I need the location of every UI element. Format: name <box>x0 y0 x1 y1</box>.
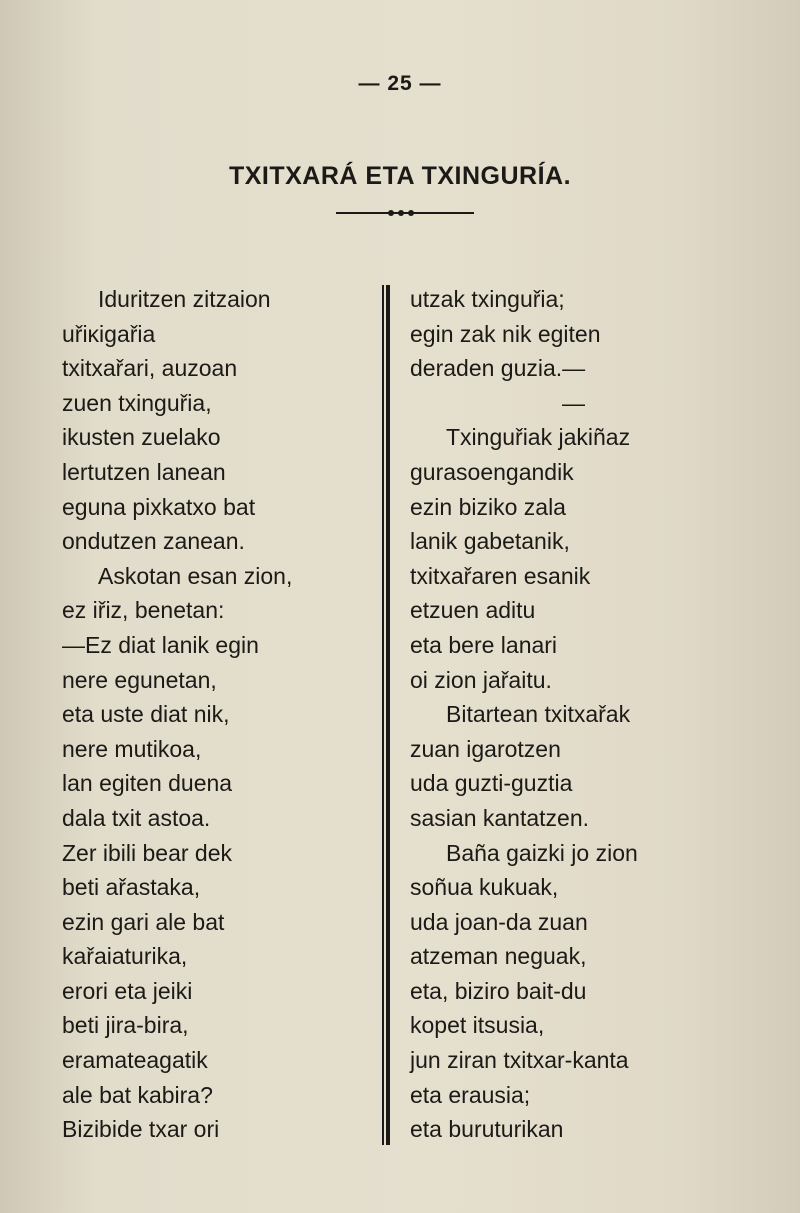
poem-line: eta erausia; <box>410 1081 531 1108</box>
poem-line: dala txit astoa. <box>62 804 211 831</box>
poem-line: zuen txinguřia, <box>62 389 212 416</box>
poem-line: Iduritzen zitzaion <box>98 286 271 312</box>
poem-line: txitxařari, auzoan <box>62 355 238 382</box>
poem-line: lertutzen lanean <box>62 458 226 485</box>
poem-line: Askotan esan zion, <box>98 562 293 589</box>
poem-line: nere egunetan, <box>62 666 217 693</box>
poem-line: etzuen aditu <box>410 597 536 624</box>
poem-line: kopet itsusia, <box>410 1012 545 1039</box>
poem-line: txitxařaren esanik <box>410 562 591 589</box>
poem-line: Zer ibili bear dek <box>62 839 233 866</box>
left-column <box>62 282 382 1147</box>
poem-line: ondutzen zanean. <box>62 528 245 555</box>
poem-line: soñua kukuak, <box>410 874 559 901</box>
poem-line: uřiĸigařia <box>62 320 156 347</box>
poem-line: lan egiten duena <box>62 770 233 797</box>
poem-line: atzeman neguak, <box>410 943 587 970</box>
poem-line: beti jira-bira, <box>62 1012 189 1039</box>
poem-line: —Ez diat lanik egin <box>62 631 259 658</box>
poem-line: lanik gabetanik, <box>410 528 570 555</box>
poem-line: sasian kantatzen. <box>410 804 590 831</box>
poem-line: eguna pixkatxo bat <box>62 493 256 520</box>
poem-line: ezin biziko zala <box>410 493 566 520</box>
poem-line: Baña gaizki jo zion <box>446 839 638 866</box>
poem-line: ikusten zuelako <box>62 424 221 451</box>
poem-line: Bitartean txitxařak <box>446 701 631 728</box>
poem-line: egin zak nik egiten <box>410 320 601 347</box>
title-ornament <box>336 210 474 216</box>
column-divider <box>382 285 390 1145</box>
poem-line: eta bere lanari <box>410 631 558 658</box>
poem-line: Txinguřiak jakiñaz <box>446 424 631 451</box>
poem-line: eta uste diat nik, <box>62 701 230 728</box>
poem-line: — <box>562 389 585 416</box>
poem-line: ezin gari ale bat <box>62 908 225 935</box>
page-number: — 25 — <box>358 72 442 95</box>
poem-line: Bizibide txar ori <box>62 1116 220 1143</box>
poem-line: uda guzti-guztia <box>410 770 573 797</box>
poem-line: zuan igarotzen <box>410 735 561 762</box>
poem-line: utzak txinguřia; <box>410 286 565 312</box>
poem-line: ez iřiz, benetan: <box>62 597 225 624</box>
poem-line: beti ařastaka, <box>62 874 201 901</box>
poem-line: eta, biziro bait-du <box>410 977 587 1004</box>
poem-line: deraden guzia.— <box>410 355 586 382</box>
right-column <box>410 282 710 1147</box>
poem-line: kařaiaturika, <box>62 943 188 970</box>
poem-line: uda joan-da zuan <box>410 908 588 935</box>
poem-line: oi zion jařaitu. <box>410 666 552 693</box>
poem-title: TXITXARÁ ETA TXINGURÍA. <box>228 162 572 190</box>
poem-line: eramateagatik <box>62 1047 208 1074</box>
poem-line: ale bat kabira? <box>62 1081 213 1108</box>
poem-line: eta buruturikan <box>410 1116 564 1143</box>
poem-line: jun ziran txitxar-kanta <box>410 1047 629 1074</box>
poem-line: erori eta jeiki <box>62 977 193 1004</box>
poem-line: gurasoengandik <box>410 458 574 485</box>
poem-line: nere mutikoa, <box>62 735 202 762</box>
